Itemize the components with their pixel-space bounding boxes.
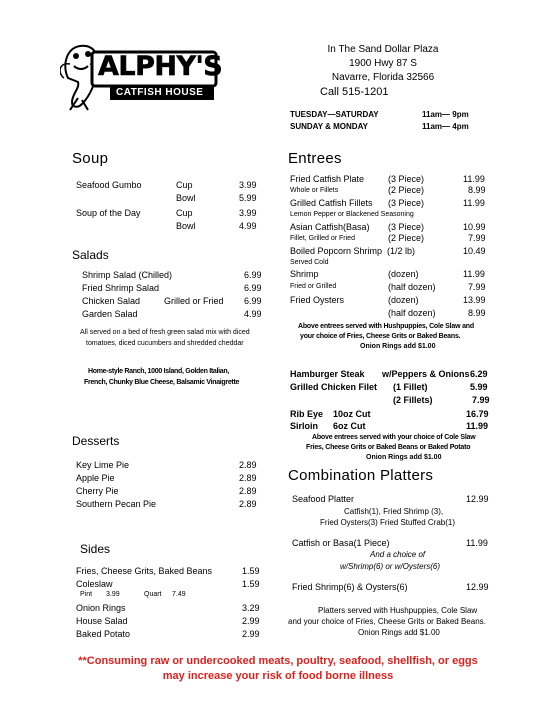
coleslaw-quart-price: 7.49 — [172, 591, 186, 598]
grill-item-option: w/Peppers & Onions — [382, 369, 470, 379]
soup-item-size: Bowl — [176, 193, 196, 203]
combo-basa-desc: w/Shrimp(6) or w/Oysters(6) — [340, 562, 441, 571]
combo-shrimp-price: 12.99 — [466, 582, 489, 592]
coleslaw-pint-price: 3.99 — [106, 591, 120, 598]
side-item-name: Fries, Cheese Grits, Baked Beans — [76, 566, 213, 576]
side-item-price: 3.29 — [242, 603, 260, 613]
entree-item-sub: Whole or Fillets — [290, 187, 339, 194]
entree-item-qty: (dozen) — [388, 295, 419, 305]
side-item-name: Baked Potato — [76, 629, 131, 639]
entrees-note: Above entrees served with Hushpuppies, Cole Slaw and — [298, 323, 474, 330]
grill-note: Above entrees served with your choice of Cole Slaw — [312, 434, 476, 441]
entree-item-price: 11.99 — [463, 174, 485, 184]
phone-number: Call 515-1201 — [320, 86, 389, 98]
dessert-item-name: Southern Pecan Pie — [76, 499, 157, 509]
entree-item-price: 11.99 — [463, 269, 485, 279]
dessert-item-price: 2.89 — [239, 486, 257, 496]
combos-note: Platters served with Hushpuppies, Cole Slaw — [318, 606, 478, 615]
entrees-heading: Entrees — [288, 150, 342, 167]
combo-seafood-price: 12.99 — [466, 494, 489, 504]
grill-item-price: 6.29 — [470, 369, 488, 379]
grill-item-price: 16.79 — [466, 409, 489, 419]
entree-item-qty: (dozen) — [388, 269, 419, 279]
entree-item-subqty: (half dozen) — [388, 308, 436, 318]
entree-item-qty: (3 Piece) — [388, 198, 425, 208]
sides-heading: Sides — [80, 542, 111, 556]
entree-item-subprice: 7.99 — [468, 282, 486, 292]
dessert-item-price: 2.89 — [239, 460, 257, 470]
grill-item-option: (1 Fillet) — [393, 382, 428, 392]
food-safety-warning: **Consuming raw or undercooked meats, poultry, seafood, shellfish, or eggs — [78, 655, 478, 667]
combo-basa-price: 11.99 — [466, 538, 488, 548]
entree-item-subprice: 8.99 — [468, 308, 486, 318]
side-item-price: 2.99 — [242, 629, 260, 639]
dressing-list: Home-style Ranch, 1000 Island, Golden Italian, — [88, 368, 230, 375]
salad-item-name: Garden Salad — [82, 309, 138, 319]
grill-item-option: (2 Fillets) — [393, 395, 433, 405]
entree-item-price: 13.99 — [463, 295, 486, 305]
salads-heading: Salads — [72, 248, 109, 262]
combo-basa-name: Catfish or Basa(1 Piece) — [292, 538, 390, 548]
entree-item-subqty: (2 Piece) — [388, 233, 425, 243]
side-item-price: 2.99 — [242, 616, 260, 626]
restaurant-logo — [60, 38, 223, 112]
entree-item-name: Fried Catfish Plate — [290, 174, 365, 184]
side-item-price: 1.59 — [242, 579, 260, 589]
hours-time-1: 11am— 9pm — [422, 110, 469, 119]
entree-item-qty: (3 Piece) — [388, 222, 425, 232]
combo-seafood-desc: Catfish(1), Fried Shrimp (3), — [344, 507, 444, 516]
grill-item-price: 5.99 — [470, 382, 488, 392]
entree-item-sub: Lemon Pepper or Blackened Seasoning — [290, 211, 414, 218]
entree-item-name: Shrimp — [290, 269, 319, 279]
combo-shrimp-name: Fried Shrimp(6) & Oysters(6) — [292, 582, 408, 592]
coleslaw-quart-label: Quart — [144, 591, 162, 598]
soup-item-price: 5.99 — [239, 193, 257, 203]
coleslaw-pint-label: Pint — [80, 591, 93, 598]
entree-item-sub: Served Cold — [290, 259, 329, 266]
salad-item-price: 6.99 — [244, 270, 262, 280]
entree-item-subprice: 8.99 — [468, 185, 486, 195]
combo-basa-desc: And a choice of — [370, 550, 426, 559]
dessert-item-price: 2.89 — [239, 473, 257, 483]
grill-item-name: Grilled Chicken Filet — [290, 382, 378, 392]
entree-item-qty: (3 Piece) — [388, 174, 425, 184]
dessert-item-name: Cherry Pie — [76, 486, 119, 496]
grill-item-name: Sirloin — [290, 421, 319, 431]
entree-item-name: Fried Oysters — [290, 295, 345, 305]
entree-item-subqty: (half dozen) — [388, 282, 436, 292]
entree-item-name: Boiled Popcorn Shrimp — [290, 246, 383, 256]
entrees-note: your choice of Fries, Cheese Grits or Baked Beans. — [300, 333, 461, 340]
logo-subtitle: CATFISH HOUSE — [116, 87, 204, 98]
salad-note: tomatoes, diced cucumbers and shredded cheddar — [86, 340, 244, 347]
entree-item-name: Grilled Catfish Fillets — [290, 198, 373, 208]
soup-item-size: Bowl — [176, 221, 196, 231]
grill-item-option: 6oz Cut — [333, 421, 366, 431]
grill-note: Fries, Cheese Grits or Baked Beans or Baked Potato — [306, 444, 471, 451]
salad-note: All served on a bed of fresh green salad mix with diced — [80, 329, 250, 336]
grill-item-option: 10oz Cut — [333, 409, 371, 419]
side-item-name: House Salad — [76, 616, 128, 626]
soup-heading: Soup — [72, 150, 109, 167]
entree-item-sub: Fried or Grilled — [290, 283, 337, 290]
side-item-name: Onion Rings — [76, 603, 126, 613]
entree-item-sub: Fillet, Grilled or Fried — [290, 235, 355, 242]
soup-item-name: Seafood Gumbo — [76, 180, 142, 190]
side-item-price: 1.59 — [242, 566, 260, 576]
soup-item-price: 3.99 — [239, 208, 257, 218]
soup-item-name: Soup of the Day — [76, 208, 141, 218]
logo-name: ALPHY'S — [98, 51, 223, 82]
entree-item-name: Asian Catfish(Basa) — [290, 222, 370, 232]
combos-note: Onion Rings add $1.00 — [358, 628, 440, 637]
address-line-1: In The Sand Dollar Plaza — [327, 44, 439, 55]
soup-item-size: Cup — [176, 180, 193, 190]
grill-note: Onion Rings add $1.00 — [366, 454, 442, 461]
entree-item-qty: (1/2 lb) — [387, 246, 416, 256]
address-line-2: 1900 Hwy 87 S — [349, 58, 417, 69]
entree-item-subprice: 7.99 — [468, 233, 486, 243]
salad-item-price: 6.99 — [244, 296, 262, 306]
dressing-list: French, Chunky Blue Cheese, Balsamic Vinaigrette — [84, 379, 240, 386]
combos-note: and your choice of Fries, Cheese Grits or Baked Beans. — [288, 617, 486, 626]
dessert-item-price: 2.89 — [239, 499, 257, 509]
grill-item-price: 7.99 — [472, 395, 490, 405]
grill-item-price: 11.99 — [466, 421, 489, 431]
food-safety-warning: may increase your risk of food borne illness — [162, 670, 394, 682]
hours-time-2: 11am— 4pm — [422, 122, 469, 131]
address-line-3: Navarre, Florida 32566 — [331, 72, 435, 83]
grill-item-name: Rib Eye — [290, 409, 324, 419]
salad-item-name: Chicken Salad — [82, 296, 141, 306]
soup-item-price: 3.99 — [239, 180, 257, 190]
dessert-item-name: Key Lime Pie — [76, 460, 130, 470]
entree-item-price: 10.99 — [463, 222, 486, 232]
salad-item-option: Grilled or Fried — [164, 296, 224, 306]
salad-item-price: 6.99 — [244, 283, 262, 293]
salad-item-name: Shrimp Salad (Chilled) — [82, 270, 173, 280]
grill-item-name: Hamburger Steak — [290, 369, 365, 379]
dessert-item-name: Apple Pie — [76, 473, 115, 483]
desserts-heading: Desserts — [72, 434, 120, 448]
salad-item-name: Fried Shrimp Salad — [82, 283, 160, 293]
side-item-name: Coleslaw — [76, 579, 113, 589]
entrees-note: Onion Rings add $1.00 — [360, 343, 436, 350]
hours-days-1: TUESDAY—SATURDAY — [290, 110, 379, 119]
soup-item-price: 4.99 — [239, 221, 257, 231]
entree-item-subqty: (2 Piece) — [388, 185, 425, 195]
entree-item-price: 10.49 — [463, 246, 486, 256]
salad-item-price: 4.99 — [244, 309, 262, 319]
entree-item-price: 11.99 — [463, 198, 485, 208]
combos-heading: Combination Platters — [288, 467, 434, 484]
hours-days-2: SUNDAY & MONDAY — [290, 122, 368, 131]
soup-item-size: Cup — [176, 208, 193, 218]
combo-seafood-desc: Fried Oysters(3) Fried Stuffed Crab(1) — [320, 518, 456, 527]
combo-seafood-name: Seafood Platter — [292, 494, 355, 504]
